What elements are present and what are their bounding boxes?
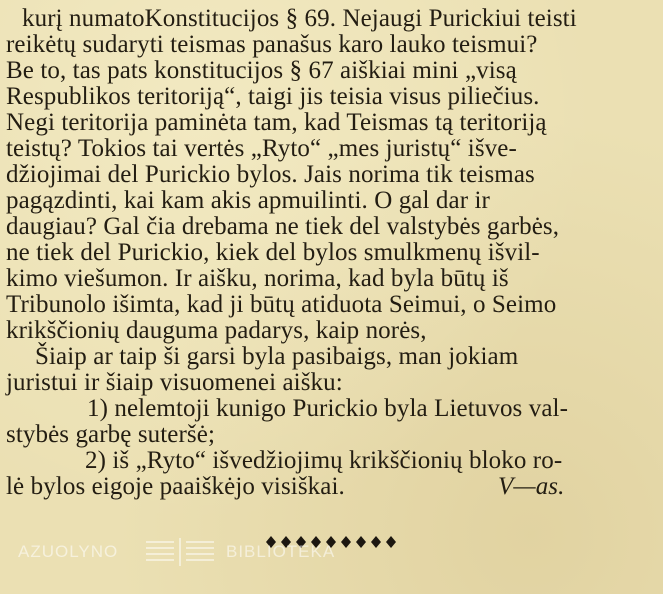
- article-line-11: kimo viešumon. Ir aišku, norima, kad byla būtų iš: [6, 265, 509, 292]
- article-line-2: reikėtų sudaryti teismas panašus karo lauko teismui?: [6, 31, 538, 58]
- article-line-15: juristui ir šiaip visuomenei aišku:: [6, 369, 343, 396]
- article-line-12: Tribunolo išimta, kad ji būtų atiduota Seimui, o Seimo: [6, 291, 557, 318]
- article-line-10: ne tiek del Purickio, kiek del bylos smulkmenų išvil-: [6, 239, 540, 266]
- library-logo-icon: [140, 534, 220, 570]
- watermark-right-text: BIBLIOTEKA: [226, 542, 336, 561]
- article-line-3: Be to, tas pats konstitucijos § 67 aiškiai mini „visą: [6, 57, 517, 84]
- article-line-16: 1) nelemtoji kunigo Purickio byla Lietuvos val-: [87, 395, 569, 422]
- article-line-9: daugiau? Gal čia drebama ne tiek del valstybės garbės,: [6, 213, 560, 240]
- article-line-5: Negi teritorija paminėta tam, kad Teismas tą teritoriją: [6, 109, 547, 136]
- author-signature: V—as.: [498, 473, 565, 500]
- article-line-8: pagązdinti, kai kam akis apmuilinti. O gal dar ir: [6, 187, 490, 214]
- article-line-19: lė bylos eigoje paaiškėjo visiškai.: [6, 473, 345, 500]
- article-line-1: kurį numatoKonstitucijos § 69. Nejaugi Purickiui teisti: [22, 5, 577, 32]
- article-line-17: stybės garbę suteršė;: [6, 421, 215, 448]
- article-line-13: krikščionių dauguma padarys, kaip norės,: [6, 317, 427, 344]
- article-line-18: 2) iš „Ryto“ išvedžiojimų krikščionių bloko ro-: [85, 447, 563, 474]
- diamond-ornament-divider: [262, 531, 400, 553]
- article-line-6: teistų? Tokios tai vertės „Ryto“ „mes juristų“ išve-: [6, 135, 517, 162]
- article-line-7: džiojimai del Purickio bylos. Jais norima tik teismas: [6, 161, 535, 188]
- article-line-4: Respublikos teritoriją“, taigi jis teisia visus piliečius.: [6, 83, 540, 110]
- article-line-14: Šiaip ar taip ši garsi byla pasibaigs, man jokiam: [35, 343, 519, 370]
- watermark-left-text: AZUOLYNO: [18, 542, 119, 561]
